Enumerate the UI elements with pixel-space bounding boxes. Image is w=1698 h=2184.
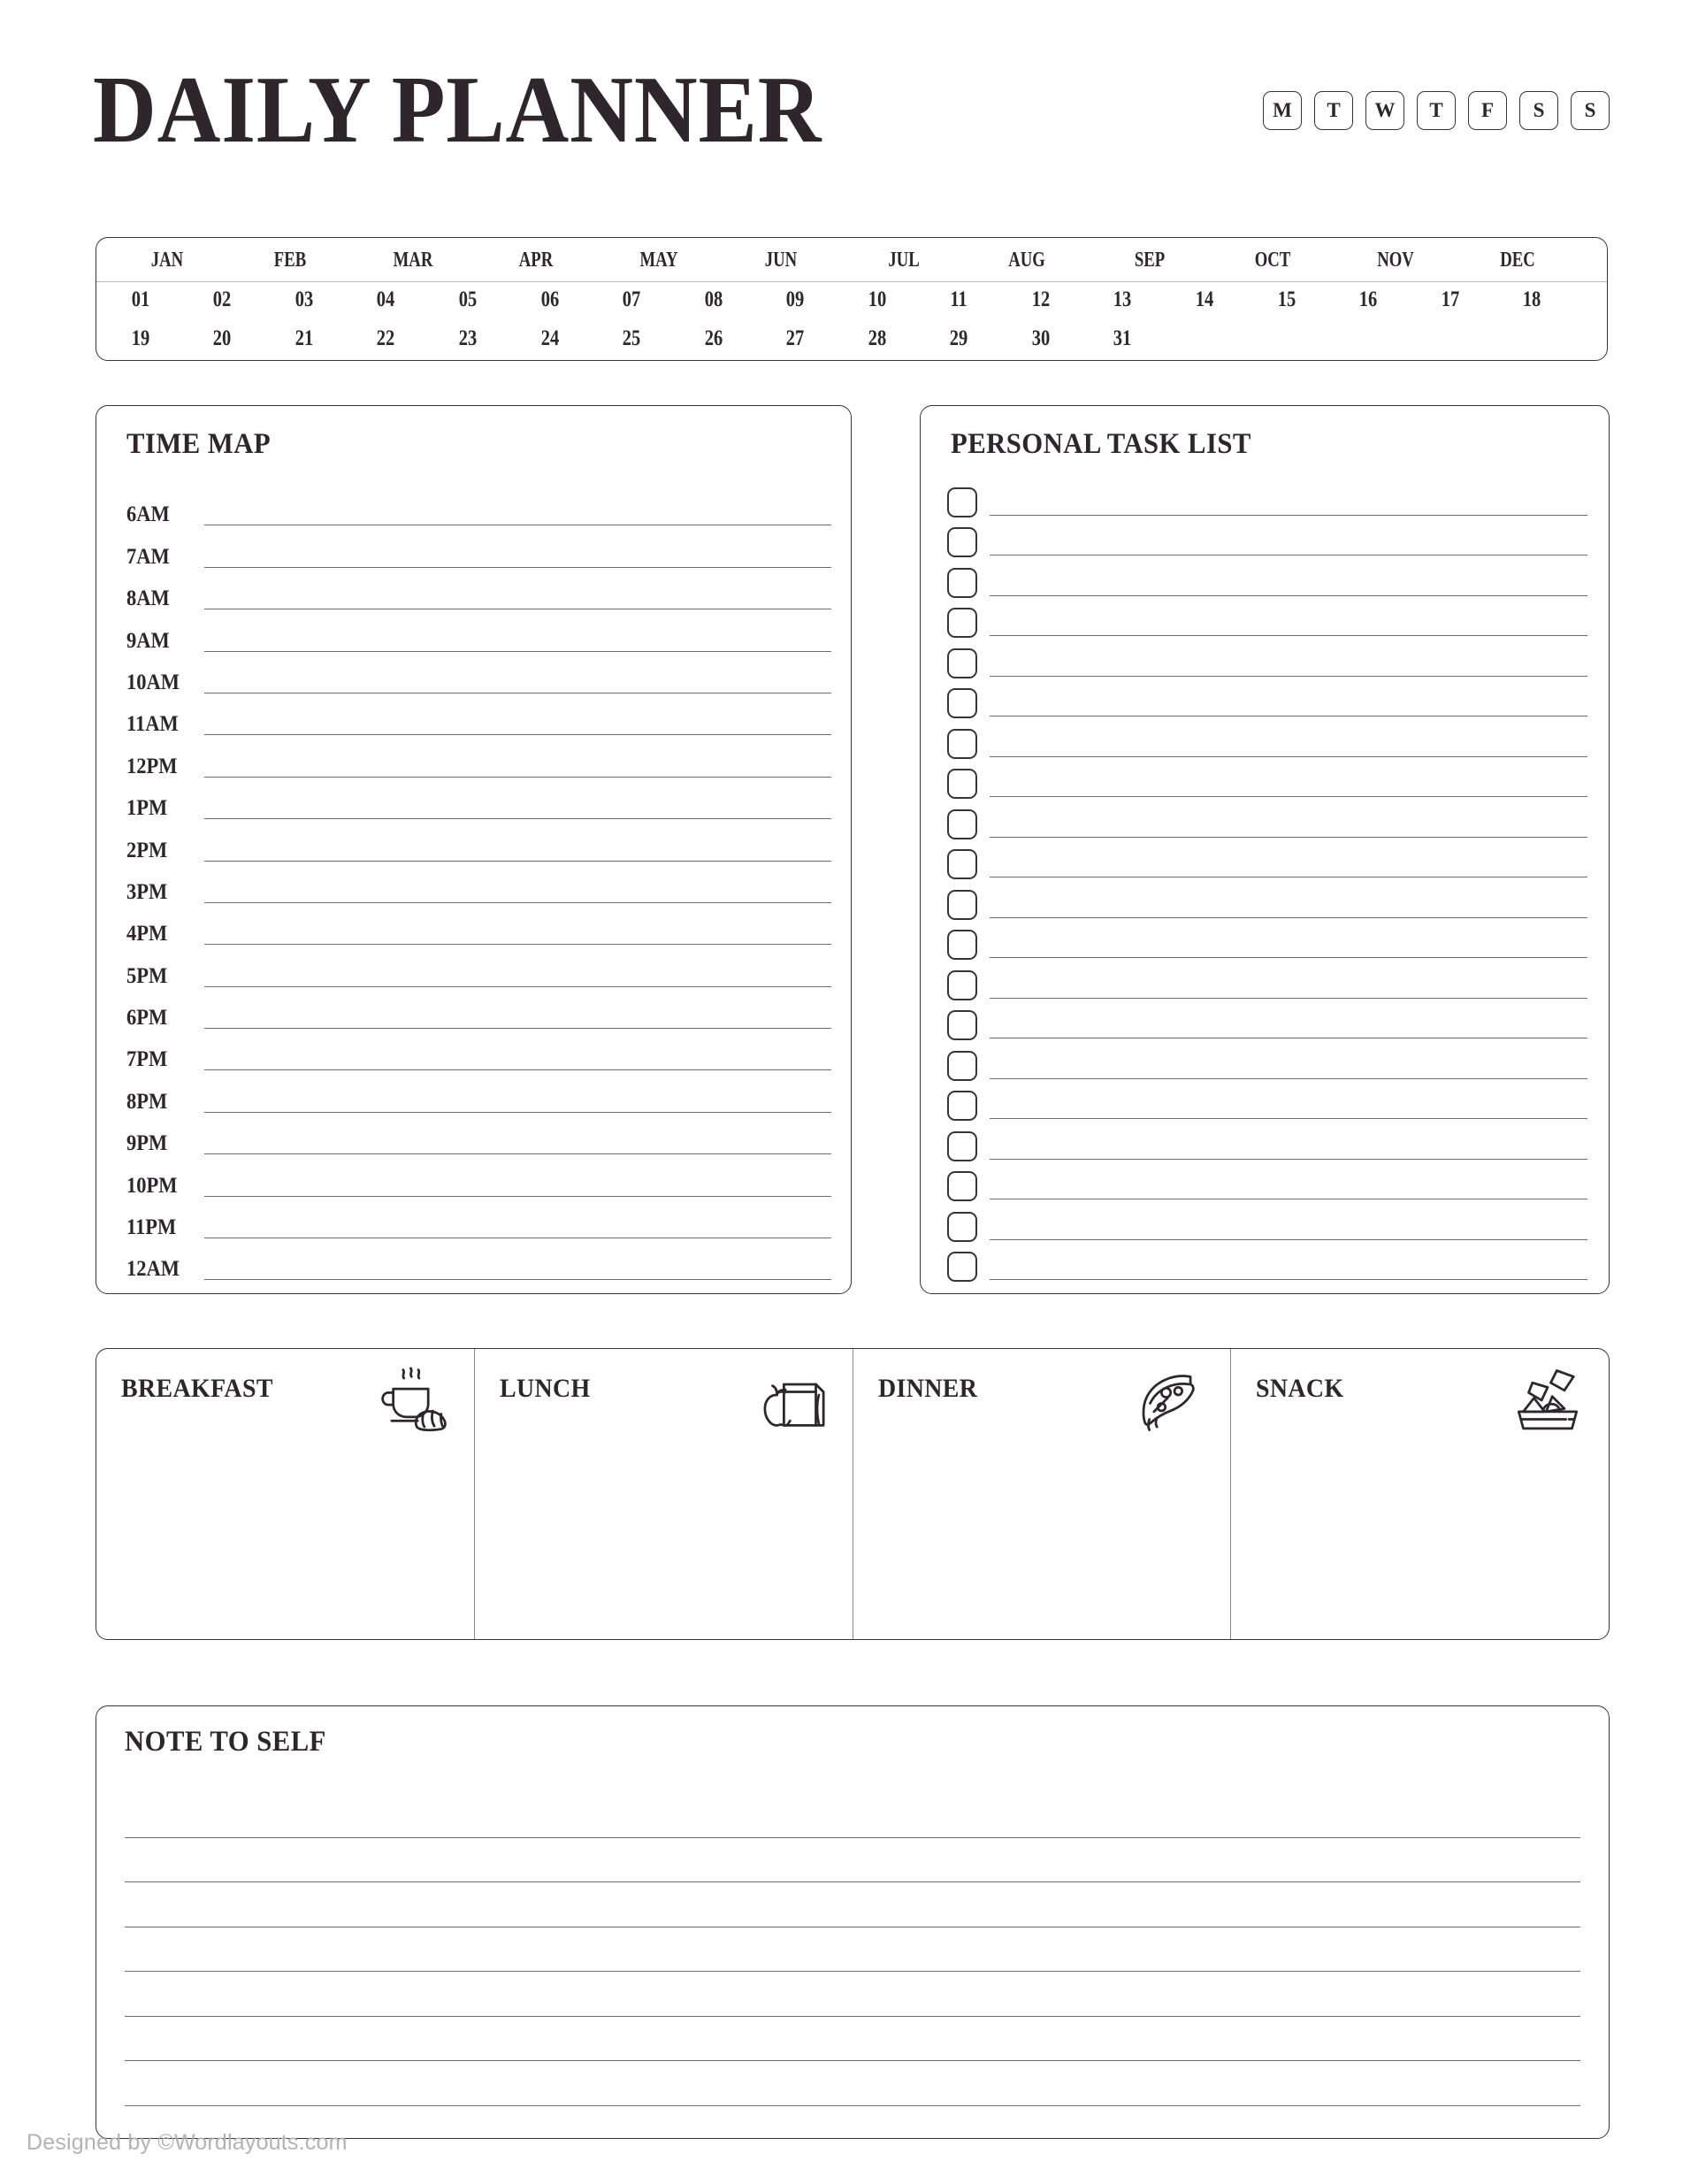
task-list-item	[947, 881, 1587, 922]
date-06[interactable]: 06	[540, 287, 559, 311]
page-title: DAILY PLANNER	[93, 57, 822, 163]
checkbox-icon[interactable]	[947, 1252, 977, 1282]
time-label-6am: 6AM	[126, 502, 170, 527]
month-label-jun[interactable]: JUN	[765, 249, 798, 272]
meal-cell-snack[interactable]	[1231, 1349, 1609, 1639]
task-entry-line[interactable]	[990, 515, 1587, 516]
time-label-7am: 7AM	[126, 544, 170, 569]
month-label-aug[interactable]: AUG	[1008, 249, 1045, 272]
date-26[interactable]: 26	[704, 326, 723, 350]
date-17[interactable]: 17	[1441, 287, 1459, 311]
time-label-11pm: 11PM	[126, 1215, 177, 1240]
time-label-7pm: 7PM	[126, 1047, 168, 1072]
meal-title: BREAKFAST	[121, 1374, 273, 1403]
weekday-box-1[interactable]: T	[1314, 91, 1353, 130]
date-02[interactable]: 02	[213, 287, 232, 311]
task-entry-line[interactable]	[990, 1239, 1587, 1240]
date-24[interactable]: 24	[540, 326, 559, 350]
checkbox-icon[interactable]	[947, 1051, 977, 1081]
checkbox-icon[interactable]	[947, 1091, 977, 1121]
time-entry-line[interactable]	[204, 818, 831, 819]
date-row-1	[96, 282, 1607, 321]
time-map-panel	[96, 405, 852, 1294]
task-entry-line[interactable]	[990, 837, 1587, 838]
time-map-row	[126, 1201, 831, 1243]
time-label-1pm: 1PM	[126, 796, 168, 821]
time-map-title: TIME MAP	[126, 428, 272, 460]
task-entry-line[interactable]	[990, 1078, 1587, 1079]
note-entry-line[interactable]	[125, 2017, 1580, 2062]
task-list-item	[947, 1244, 1587, 1284]
date-10[interactable]: 10	[868, 287, 887, 311]
task-list-item	[947, 1002, 1587, 1043]
time-entry-line[interactable]	[204, 944, 831, 945]
month-label-may[interactable]: MAY	[639, 249, 678, 272]
time-map-row	[126, 1033, 831, 1075]
task-list-item	[947, 1083, 1587, 1123]
meals-panel	[96, 1348, 1610, 1640]
checkbox-icon[interactable]	[947, 688, 977, 718]
date-09[interactable]: 09	[785, 287, 805, 311]
task-entry-line[interactable]	[990, 1159, 1587, 1160]
checkbox-icon[interactable]	[947, 1010, 977, 1040]
time-label-4pm: 4PM	[126, 922, 168, 946]
time-map-row	[126, 866, 831, 908]
checkbox-icon[interactable]	[947, 608, 977, 638]
date-27[interactable]: 27	[785, 326, 805, 350]
checkbox-icon[interactable]	[947, 890, 977, 920]
date-28[interactable]: 28	[868, 326, 887, 350]
time-map-row	[126, 824, 831, 865]
date-row-2	[96, 321, 1607, 360]
nachos-bowl-icon	[1510, 1367, 1586, 1434]
time-entry-line[interactable]	[204, 1112, 831, 1113]
note-entry-line[interactable]	[125, 1882, 1580, 1927]
task-entry-line[interactable]	[990, 998, 1587, 999]
date-23[interactable]: 23	[458, 326, 478, 350]
note-entry-line[interactable]	[125, 1793, 1580, 1838]
task-list-item	[947, 841, 1587, 882]
date-03[interactable]: 03	[294, 287, 314, 311]
weekday-selector[interactable]	[1263, 91, 1610, 130]
note-entry-line[interactable]	[125, 1972, 1580, 2017]
time-map-row	[126, 572, 831, 614]
task-entry-line[interactable]	[990, 595, 1587, 596]
date-13[interactable]: 13	[1113, 287, 1132, 311]
date-21[interactable]: 21	[294, 326, 314, 350]
task-list-item	[947, 680, 1587, 721]
task-entry-line[interactable]	[990, 676, 1587, 677]
month-label-dec[interactable]: DEC	[1500, 249, 1536, 272]
task-entry-line[interactable]	[990, 957, 1587, 958]
time-entry-line[interactable]	[204, 651, 831, 652]
time-entry-line[interactable]	[204, 1069, 831, 1070]
checkbox-icon[interactable]	[947, 527, 977, 557]
task-list-panel	[920, 405, 1610, 1294]
date-19[interactable]: 19	[131, 326, 150, 350]
time-map-row	[126, 488, 831, 530]
task-list-item	[947, 962, 1587, 1002]
checkbox-icon[interactable]	[947, 930, 977, 960]
time-entry-line[interactable]	[204, 1279, 831, 1280]
time-label-10pm: 10PM	[126, 1173, 178, 1198]
task-list-item	[947, 600, 1587, 640]
date-29[interactable]: 29	[950, 326, 968, 350]
date-12[interactable]: 12	[1031, 287, 1051, 311]
note-to-self-title: NOTE TO SELF	[125, 1726, 326, 1758]
date-05[interactable]: 05	[458, 287, 478, 311]
weekday-box-3[interactable]: T	[1417, 91, 1456, 130]
weekday-box-4[interactable]: F	[1468, 91, 1507, 130]
meal-title: DINNER	[877, 1374, 977, 1403]
time-entry-line[interactable]	[204, 1196, 831, 1197]
date-04[interactable]: 04	[377, 287, 395, 311]
task-list-rows	[947, 479, 1587, 1284]
time-label-10am: 10AM	[126, 670, 180, 694]
task-list-title: PERSONAL TASK LIST	[951, 428, 1251, 460]
time-entry-line[interactable]	[204, 777, 831, 778]
pizza-slice-icon	[1131, 1367, 1207, 1434]
time-map-row	[126, 614, 831, 655]
date-20[interactable]: 20	[213, 326, 232, 350]
task-list-item	[947, 1163, 1587, 1204]
time-map-row	[126, 782, 831, 824]
time-map-row	[126, 908, 831, 949]
checkbox-icon[interactable]	[947, 568, 977, 598]
task-list-item	[947, 922, 1587, 962]
time-map-rows	[126, 488, 831, 1284]
weekday-box-5[interactable]: S	[1519, 91, 1558, 130]
time-map-row	[126, 949, 831, 991]
date-07[interactable]: 07	[622, 287, 641, 311]
note-lines	[125, 1793, 1580, 2106]
date-15[interactable]: 15	[1277, 287, 1296, 311]
apple-lunchbag-icon	[753, 1367, 830, 1434]
time-entry-line[interactable]	[204, 567, 831, 568]
note-entry-line[interactable]	[125, 1838, 1580, 1883]
time-label-3pm: 3PM	[126, 879, 168, 904]
task-list-item	[947, 559, 1587, 600]
date-16[interactable]: 16	[1358, 287, 1378, 311]
time-label-9am: 9AM	[126, 628, 170, 653]
meal-cell-dinner[interactable]	[853, 1349, 1232, 1639]
task-list-item	[947, 761, 1587, 801]
month-row	[96, 238, 1607, 282]
task-entry-line[interactable]	[990, 796, 1587, 797]
footer-credit: Designed by ©Wordlayouts.com	[27, 2130, 348, 2155]
checkbox-icon[interactable]	[947, 849, 977, 879]
time-entry-line[interactable]	[204, 693, 831, 694]
month-label-nov[interactable]: NOV	[1376, 249, 1414, 272]
checkbox-icon[interactable]	[947, 970, 977, 1000]
time-map-row	[126, 1117, 831, 1159]
weekday-box-0[interactable]: M	[1263, 91, 1302, 130]
date-22[interactable]: 22	[377, 326, 395, 350]
note-entry-line[interactable]	[125, 2061, 1580, 2106]
task-list-item	[947, 1042, 1587, 1083]
time-map-row	[126, 1075, 831, 1116]
date-strip	[96, 237, 1608, 361]
time-map-row	[126, 1159, 831, 1200]
date-08[interactable]: 08	[704, 287, 723, 311]
time-map-row	[126, 698, 831, 739]
weekday-box-6[interactable]: S	[1571, 91, 1610, 130]
checkbox-icon[interactable]	[947, 809, 977, 839]
time-map-row	[126, 656, 831, 698]
month-label-jul[interactable]: JUL	[888, 249, 920, 272]
time-entry-line[interactable]	[204, 1028, 831, 1029]
meal-title: SNACK	[1256, 1374, 1344, 1403]
page-header	[93, 53, 1610, 168]
task-entry-line[interactable]	[990, 635, 1587, 636]
month-label-jan[interactable]: JAN	[151, 249, 184, 272]
time-label-12pm: 12PM	[126, 754, 178, 778]
meal-cell-lunch[interactable]	[475, 1349, 853, 1639]
time-map-row	[126, 1243, 831, 1284]
task-list-item	[947, 720, 1587, 761]
time-label-6pm: 6PM	[126, 1006, 168, 1031]
task-list-item	[947, 640, 1587, 680]
time-map-row	[126, 992, 831, 1033]
date-31[interactable]: 31	[1113, 326, 1132, 350]
date-01[interactable]: 01	[131, 287, 150, 311]
task-entry-line[interactable]	[990, 1118, 1587, 1119]
task-entry-line[interactable]	[990, 917, 1587, 918]
time-label-2pm: 2PM	[126, 838, 168, 862]
task-list-item	[947, 1203, 1587, 1244]
time-entry-line[interactable]	[204, 1153, 831, 1154]
time-label-5pm: 5PM	[126, 963, 168, 988]
date-25[interactable]: 25	[622, 326, 641, 350]
coffee-croissant-icon	[375, 1367, 451, 1434]
date-14[interactable]: 14	[1195, 287, 1214, 311]
task-entry-line[interactable]	[990, 716, 1587, 717]
time-label-9pm: 9PM	[126, 1131, 168, 1156]
time-map-row	[126, 739, 831, 781]
note-to-self-panel	[96, 1705, 1610, 2139]
meal-title: LUNCH	[499, 1374, 591, 1403]
task-list-item	[947, 479, 1587, 519]
task-entry-line[interactable]	[990, 1279, 1587, 1280]
time-entry-line[interactable]	[204, 986, 831, 987]
weekday-box-2[interactable]: W	[1365, 91, 1404, 130]
checkbox-icon[interactable]	[947, 487, 977, 517]
time-map-row	[126, 530, 831, 571]
time-entry-line[interactable]	[204, 734, 831, 735]
month-label-oct[interactable]: OCT	[1254, 249, 1291, 272]
checkbox-icon[interactable]	[947, 648, 977, 678]
date-11[interactable]: 11	[950, 287, 968, 311]
month-label-sep[interactable]: SEP	[1134, 249, 1166, 272]
date-18[interactable]: 18	[1522, 287, 1541, 311]
time-label-8am: 8AM	[126, 586, 170, 611]
checkbox-icon[interactable]	[947, 1171, 977, 1201]
task-list-item	[947, 519, 1587, 560]
checkbox-icon[interactable]	[947, 729, 977, 759]
month-label-apr[interactable]: APR	[518, 249, 554, 272]
time-entry-line[interactable]	[204, 861, 831, 862]
date-30[interactable]: 30	[1031, 326, 1051, 350]
task-entry-line[interactable]	[990, 555, 1587, 556]
meal-cell-breakfast[interactable]	[96, 1349, 475, 1639]
time-entry-line[interactable]	[204, 902, 831, 903]
checkbox-icon[interactable]	[947, 1212, 977, 1242]
time-label-11am: 11AM	[126, 712, 179, 737]
month-label-mar[interactable]: MAR	[393, 249, 433, 272]
time-label-8pm: 8PM	[126, 1089, 168, 1114]
checkbox-icon[interactable]	[947, 769, 977, 799]
checkbox-icon[interactable]	[947, 1131, 977, 1161]
month-label-feb[interactable]: FEB	[273, 249, 307, 272]
task-entry-line[interactable]	[990, 756, 1587, 757]
task-list-item	[947, 801, 1587, 841]
note-entry-line[interactable]	[125, 1927, 1580, 1973]
time-label-12am: 12AM	[126, 1257, 180, 1282]
task-list-item	[947, 1123, 1587, 1163]
